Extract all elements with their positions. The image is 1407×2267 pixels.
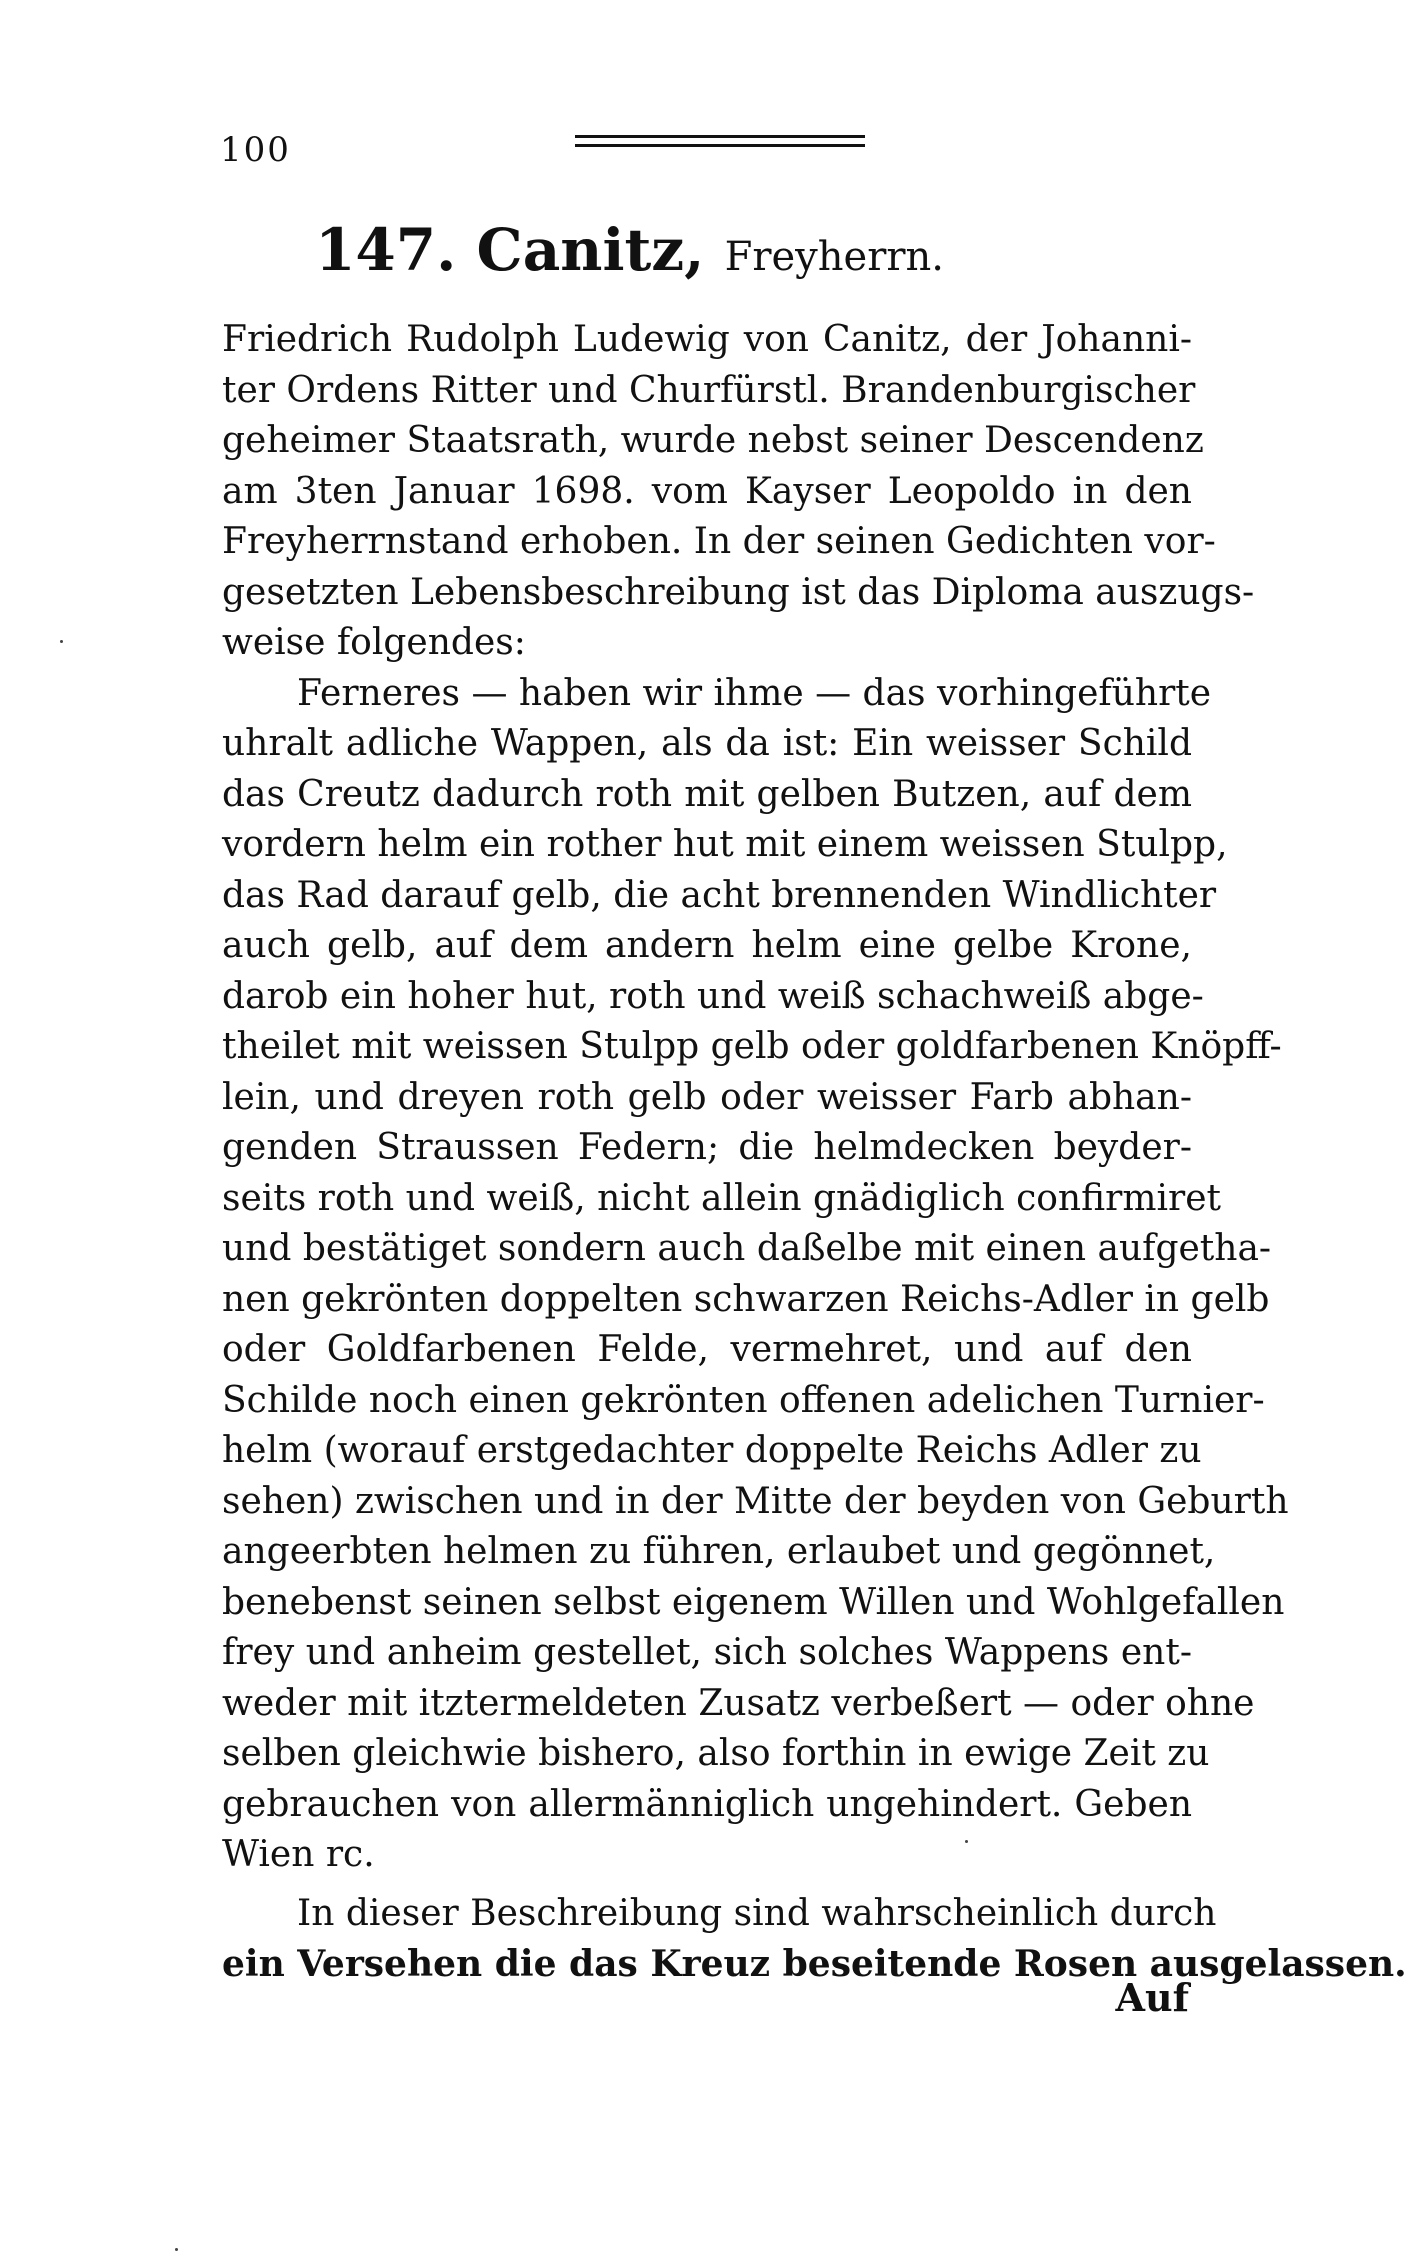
paper-speck (175, 2248, 178, 2251)
text-line: das Creutz dadurch roth mit gelben Butzen, auf dem (222, 773, 1192, 815)
paragraph-gap (222, 1881, 1192, 1889)
family-name: Canitz, (476, 216, 705, 284)
text-line: gebrauchen von allermänniglich ungehindert. Geben (222, 1783, 1192, 1825)
entry-heading (0, 215, 1259, 292)
catchword: Auf (1115, 1975, 1189, 2020)
page-number: 100 (220, 130, 291, 170)
entry-body (222, 315, 1407, 1990)
text-line: ein Versehen die das Kreuz beseitende Rosen ausgelassen. (222, 1943, 1407, 1985)
text-line: benebenst seinen selbst eigenem Willen und Wohlgefallen (222, 1581, 1285, 1623)
title-suffix: Freyherrn. (724, 234, 944, 280)
text-line: oder Goldfarbenen Felde, vermehret, und auf den (222, 1329, 1192, 1370)
text-line: darob ein hoher hut, roth und weiß schachweiß abge- (222, 975, 1204, 1017)
text-line: frey und anheim gestellet, sich solches Wappens ent- (222, 1632, 1192, 1673)
text-line: ter Ordens Ritter und Churfürstl. Brandenburgischer (222, 369, 1196, 411)
paragraph-biography (222, 315, 1255, 669)
text-line: das Rad darauf gelb, die acht brennenden Windlichter (222, 874, 1217, 916)
text-line: Wien rc. (222, 1834, 375, 1875)
entry-number: 147. (315, 216, 457, 284)
text-line: Freyherrnstand erhoben. In der seinen Gedichten vor- (222, 521, 1216, 562)
paragraph-editor-note (222, 1889, 1407, 1990)
text-line: Schilde noch einen gekrönten offenen adelichen Turnier- (222, 1379, 1265, 1421)
text-line: vordern helm ein rother hut mit einem weissen Stulpp, (222, 824, 1228, 865)
text-line: Ferneres — haben wir ihme — das vorhingeführte (297, 672, 1212, 714)
text-line: am 3ten Januar 1698. vom Kayser Leopoldo in den (222, 470, 1192, 512)
header-double-rule (575, 135, 865, 147)
paper-speck (965, 1840, 968, 1843)
text-line: auch gelb, auf dem andern helm eine gelbe Krone, (222, 925, 1192, 966)
text-line: selben gleichwie bishero, also forthin in ewige Zeit zu (222, 1733, 1210, 1774)
text-line: weise folgendes: (222, 622, 526, 663)
text-line: seits roth und weiß, nicht allein gnädiglich confirmiret (222, 1177, 1221, 1219)
text-line: helm (worauf erstgedachter doppelte Reichs Adler zu (222, 1430, 1202, 1471)
text-line: genden Straussen Federn; die helmdecken beyder- (222, 1127, 1192, 1168)
text-line: weder mit itztermeldeten Zusatz verbeßert — oder ohne (222, 1682, 1255, 1724)
text-line: theilet mit weissen Stulpp gelb oder goldfarbenen Knöpff- (222, 1026, 1282, 1067)
text-line: angeerbten helmen zu führen, erlaubet und gegönnet, (222, 1531, 1216, 1572)
text-line: gesetzten Lebensbeschreibung ist das Diploma auszugs- (222, 571, 1255, 613)
text-line: In dieser Beschreibung sind wahrscheinlich durch (297, 1892, 1217, 1934)
paragraph-diploma-quote (222, 669, 1289, 1881)
text-line: Friedrich Rudolph Ludewig von Canitz, der Johanni- (222, 319, 1192, 360)
text-line: lein, und dreyen roth gelb oder weisser Farb abhan- (222, 1076, 1192, 1118)
text-line: und bestätiget sondern auch daßelbe mit einen aufgetha- (222, 1228, 1272, 1269)
text-line: nen gekrönten doppelten schwarzen Reichs-Adler in gelb (222, 1278, 1270, 1320)
text-line: geheimer Staatsrath, wurde nebst seiner Descendenz (222, 420, 1204, 461)
paper-speck (60, 640, 63, 643)
text-line: uhralt adliche Wappen, als da ist: Ein weisser Schild (222, 723, 1192, 764)
text-line: sehen) zwischen und in der Mitte der beyden von Geburth (222, 1480, 1289, 1522)
